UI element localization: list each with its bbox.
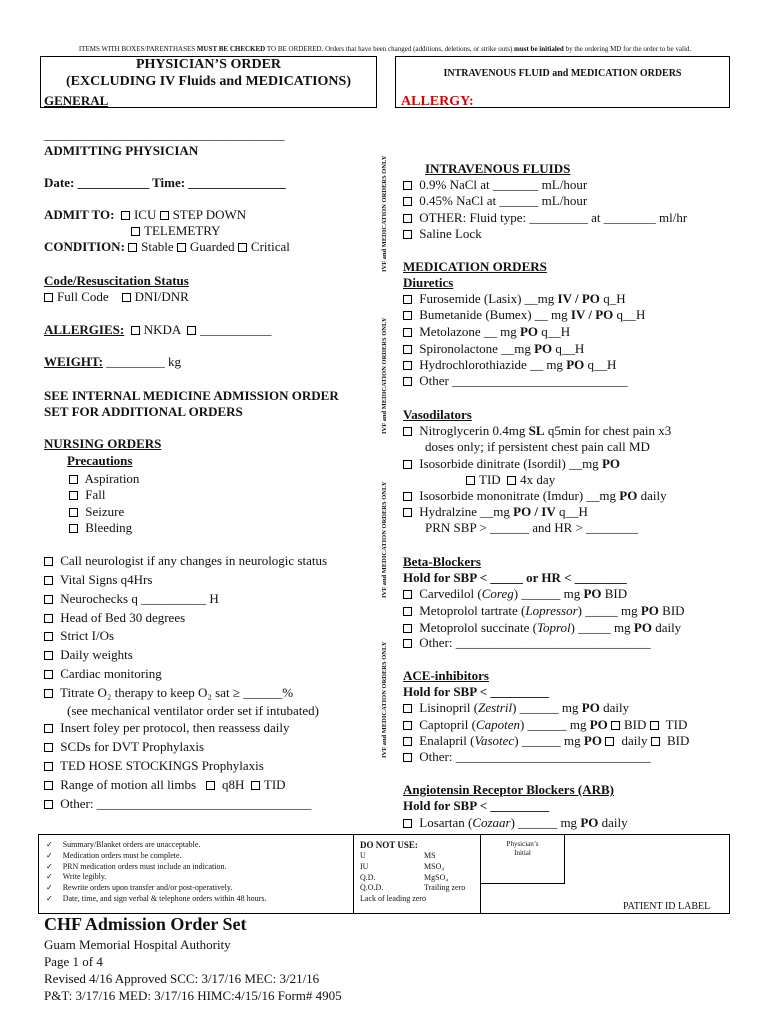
captopril-bid-checkbox[interactable] — [611, 721, 620, 730]
nursing-item: Call neurologist if any changes in neurologic status — [44, 553, 327, 570]
bumetanide-checkbox[interactable] — [403, 311, 412, 320]
nursing-item: Vital Signs q4Hrs — [44, 572, 152, 589]
precaution-fall: Fall — [69, 487, 105, 504]
strict-ios-checkbox[interactable] — [44, 632, 53, 641]
fall-checkbox[interactable] — [69, 491, 78, 500]
precaution-aspiration: Aspiration — [69, 471, 139, 488]
admit-to-row: ADMIT TO: ICU STEP DOWN — [44, 207, 247, 222]
nursing-item: Titrate O₂ therapy to keep O₂ sat ≥ ______% — [44, 685, 293, 702]
nursing-orders-heading: NURSING ORDERS — [44, 436, 162, 451]
isordil-4x-checkbox[interactable] — [507, 476, 516, 485]
see-internal-line2: SET FOR ADDITIONAL ORDERS — [44, 404, 243, 419]
isordil-tid-checkbox[interactable] — [466, 476, 475, 485]
critical-checkbox[interactable] — [238, 243, 247, 252]
physician-signature-line[interactable]: _____________________________________ — [44, 127, 285, 142]
losartan-row: Losartan (Cozaar) ______ mg PO daily — [403, 815, 628, 832]
aspiration-checkbox[interactable] — [69, 475, 78, 484]
ted-hose-checkbox[interactable] — [44, 762, 53, 771]
diuretics-heading: Diuretics — [403, 275, 454, 290]
see-internal-line1: SEE INTERNAL MEDICINE ADMISSION ORDER — [44, 388, 339, 403]
nursing-item: Cardiac monitoring — [44, 666, 162, 683]
neurologist-checkbox[interactable] — [44, 557, 53, 566]
enalapril-daily-checkbox[interactable] — [605, 737, 614, 746]
ventilator-note: (see mechanical ventilator order set if intubated) — [67, 703, 319, 718]
nursing-item: Range of motion all limbs q8H TID — [44, 777, 286, 794]
beta-other-checkbox[interactable] — [403, 639, 412, 648]
condition-row: CONDITION: Stable Guarded Critical — [44, 239, 290, 254]
beta-hold-line: Hold for SBP < _____ or HR < ________ — [403, 570, 627, 585]
diuretic-item: Bumetanide (Bumex) __ mg IV / PO q__H — [403, 307, 645, 324]
footer-check-item: ✓ Medication orders must be complete. — [46, 850, 182, 860]
date-time-field[interactable]: Date: ___________ Time: _______________ — [44, 175, 286, 190]
footer-checklist — [46, 840, 266, 905]
seizure-checkbox[interactable] — [69, 508, 78, 517]
telemetry-checkbox[interactable] — [131, 227, 140, 236]
ace-other: Other: ______________________________ — [403, 749, 651, 766]
code-status-heading: Code/Resuscitation Status — [44, 273, 189, 288]
admitting-physician-label: ADMITTING PHYSICIAN — [44, 143, 199, 158]
hydralazine-prn: PRN SBP > ______ and HR > ________ — [425, 520, 639, 535]
captopril-row: Captopril (Capoten) ______ mg PO BID TID — [403, 717, 687, 734]
furosemide-checkbox[interactable] — [403, 295, 412, 304]
saline-lock-checkbox[interactable] — [403, 230, 412, 239]
imdur-checkbox[interactable] — [403, 492, 412, 501]
arb-heading: Angiotensin Receptor Blockers (ARB) — [403, 782, 614, 797]
order-set-title: CHF Admission Order Set — [44, 914, 247, 934]
precaution-bleeding: Bleeding — [69, 520, 132, 537]
nursing-item: Daily weights — [44, 647, 133, 664]
footer-check-item: ✓ PRN medication orders must include an indication. — [46, 861, 227, 871]
nacl-045-checkbox[interactable] — [403, 197, 412, 206]
diuretic-item: Metolazone __ mg PO q__H — [403, 324, 570, 341]
daily-weights-checkbox[interactable] — [44, 651, 53, 660]
do-not-use-left: U IU Q.D. Q.O.D. Lack of leading zero — [360, 851, 426, 904]
step-down-checkbox[interactable] — [160, 211, 169, 220]
beta-other: Other: ______________________________ — [403, 635, 651, 652]
other-nursing-checkbox[interactable] — [44, 800, 53, 809]
do-not-use-right: MS MSO₄ MgSO₄ Trailing zero — [424, 851, 466, 893]
nitroglycerin-note: doses only; if persistent chest pain call MD — [425, 439, 650, 454]
general-heading: GENERAL — [44, 93, 109, 108]
foley-checkbox[interactable] — [44, 724, 53, 733]
metoprolol-tartrate-checkbox[interactable] — [403, 607, 412, 616]
beta-item: Carvedilol (Coreg) ______ mg PO BID — [403, 586, 627, 603]
iv-item: OTHER: Fluid type: _________ at ________ ml/hr — [403, 210, 687, 227]
vital-signs-checkbox[interactable] — [44, 576, 53, 585]
enalapril-bid-checkbox[interactable] — [651, 737, 660, 746]
precaution-seizure: Seizure — [69, 504, 124, 521]
nursing-item: TED HOSE STOCKINGS Prophylaxis — [44, 758, 264, 775]
spironolactone-checkbox[interactable] — [403, 345, 412, 354]
iv-medication-title: INTRAVENOUS FLUID and MEDICATION ORDERS — [443, 68, 682, 79]
code-status-row: Full Code DNI/DNR — [44, 289, 189, 306]
nitroglycerin-checkbox[interactable] — [403, 427, 412, 436]
metoprolol-succinate-checkbox[interactable] — [403, 624, 412, 633]
hydralazine-checkbox[interactable] — [403, 508, 412, 517]
beta-blockers-heading: Beta-Blockers — [403, 554, 481, 569]
precautions-heading: Precautions — [67, 453, 133, 468]
vertical-label-4: IVF and MEDICATION ORDERS ONLY — [381, 641, 388, 758]
footer-check-item: ✓ Rewrite orders upon transfer and/or post-operatively. — [46, 883, 233, 893]
footer-divider-1 — [353, 834, 354, 914]
cardiac-monitoring-checkbox[interactable] — [44, 670, 53, 679]
isosorbide-frequency-row: TID 4x day — [466, 472, 555, 489]
physician-initial-label: Physician’s Initial — [506, 840, 539, 857]
patient-id-label: PATIENT ID LABEL — [623, 901, 711, 912]
vertical-label-1: IVF and MEDICATION ORDERS ONLY — [381, 155, 388, 272]
arb-hold-line: Hold for SBP < _________ — [403, 798, 549, 813]
tid-checkbox[interactable] — [251, 781, 260, 790]
range-of-motion-checkbox[interactable] — [44, 781, 53, 790]
stable-checkbox[interactable] — [128, 243, 137, 252]
nursing-item: Head of Bed 30 degrees — [44, 610, 185, 627]
diuretic-item: Other ___________________________ — [403, 373, 628, 390]
iv-fluids-heading: INTRAVENOUS FLUIDS — [425, 161, 571, 176]
physician-order-title: PHYSICIAN’S ORDER (EXCLUDING IV Fluids and MEDICATIONS) — [66, 57, 351, 89]
dni-dnr-checkbox[interactable] — [122, 293, 131, 302]
full-code-checkbox[interactable] — [44, 293, 53, 302]
nursing-item: Other: _________________________________ — [44, 796, 311, 813]
telemetry-row: TELEMETRY — [131, 223, 221, 240]
allergies-other-checkbox[interactable] — [187, 326, 196, 335]
allergy-label: ALLERGY: — [401, 94, 474, 109]
nursing-item: Insert foley per protocol, then reassess daily — [44, 720, 289, 737]
nursing-item: SCDs for DVT Prophylaxis — [44, 739, 204, 756]
nitroglycerin-row: Nitroglycerin 0.4mg SL q5min for chest pain x3 — [403, 423, 671, 440]
diuretic-item: Spironolactone __mg PO q__H — [403, 341, 584, 358]
captopril-tid-checkbox[interactable] — [650, 721, 659, 730]
neurochecks-checkbox[interactable] — [44, 595, 53, 604]
vertical-label-3: IVF and MEDICATION ORDERS ONLY — [381, 481, 388, 598]
titrate-o2-checkbox[interactable] — [44, 689, 53, 698]
losartan-checkbox[interactable] — [403, 819, 412, 828]
isosorbide-dinitrate-checkbox[interactable] — [403, 460, 412, 469]
lisinopril-row: Lisinopril (Zestril) ______ mg PO daily — [403, 700, 629, 717]
nkda-checkbox[interactable] — [131, 326, 140, 335]
iv-item: Saline Lock — [403, 226, 482, 243]
ace-hold-line: Hold for SBP < _________ — [403, 684, 549, 699]
other-fluid-checkbox[interactable] — [403, 214, 412, 223]
medication-orders-heading: MEDICATION ORDERS — [403, 259, 547, 274]
footer-check-item: ✓ Write legibly. — [46, 872, 107, 882]
captopril-checkbox[interactable] — [403, 721, 412, 730]
ace-heading: ACE-inhibitors — [403, 668, 489, 683]
iv-item: 0.9% NaCl at _______ mL/hour — [403, 177, 587, 194]
weight-row: WEIGHT: _________ kg — [44, 354, 181, 369]
vertical-label-2: IVF and MEDICATION ORDERS ONLY — [381, 317, 388, 434]
beta-item: Metoprolol tartrate (Lopressor) _____ mg PO BID — [403, 603, 685, 620]
top-instruction-note: ITEMS WITH BOXES/PARENTHASES MUST BE CHECKED TO BE ORDERED. Orders that have been changed (additions, deletions, or strike outs) must be initialed by the ordering MD for the order to be valid. — [78, 45, 692, 53]
isosorbide-dinitrate-row: Isosorbide dinitrate (Isordil) __mg PO — [403, 456, 620, 473]
footer-check-item: ✓ Date, time, and sign verbal & telephone orders within 48 hours. — [46, 893, 267, 903]
diuretic-item: Furosemide (Lasix) __mg IV / PO q_H — [403, 291, 626, 308]
carvedilol-checkbox[interactable] — [403, 590, 412, 599]
footer-check-item: ✓ Summary/Blanket orders are unacceptable. — [46, 840, 201, 849]
nacl-09-checkbox[interactable] — [403, 181, 412, 190]
head-of-bed-checkbox[interactable] — [44, 614, 53, 623]
ace-other-checkbox[interactable] — [403, 753, 412, 762]
lisinopril-checkbox[interactable] — [403, 704, 412, 713]
hydralazine-row: Hydralzine __mg PO / IV q__H — [403, 504, 588, 521]
metolazone-checkbox[interactable] — [403, 328, 412, 337]
nursing-item: Neurochecks q __________ H — [44, 591, 219, 608]
allergies-row: ALLERGIES: NKDA ___________ — [44, 322, 272, 337]
diuretic-other-checkbox[interactable] — [403, 377, 412, 386]
nursing-item: Strict I/Os — [44, 628, 114, 645]
iv-item: 0.45% NaCl at ______ mL/hour — [403, 193, 587, 210]
guarded-checkbox[interactable] — [177, 243, 186, 252]
scds-checkbox[interactable] — [44, 743, 53, 752]
enalapril-checkbox[interactable] — [403, 737, 412, 746]
bleeding-checkbox[interactable] — [69, 524, 78, 533]
beta-item: Metoprolol succinate (Toprol) _____ mg PO daily — [403, 620, 681, 637]
do-not-use-heading: DO NOT USE: — [360, 840, 418, 850]
diuretic-item: Hydrochlorothiazide __ mg PO q__H — [403, 357, 616, 374]
enalapril-row: Enalapril (Vasotec) ______ mg PO daily BID — [403, 733, 689, 750]
document-info: Guam Memorial Hospital Authority Page 1 of 4 Revised 4/16 Approved SCC: 3/17/16 MEC: 3/21/16 P&T: 3/17/16 MED: 3/17/16 HIMC:4/15/16 Form# 4905 — [44, 937, 342, 1003]
q8h-checkbox[interactable] — [206, 781, 215, 790]
imdur-row: Isosorbide mononitrate (Imdur) __mg PO daily — [403, 488, 667, 505]
icu-checkbox[interactable] — [121, 211, 130, 220]
hydrochlorothiazide-checkbox[interactable] — [403, 361, 412, 370]
vasodilators-heading: Vasodilators — [403, 407, 472, 422]
